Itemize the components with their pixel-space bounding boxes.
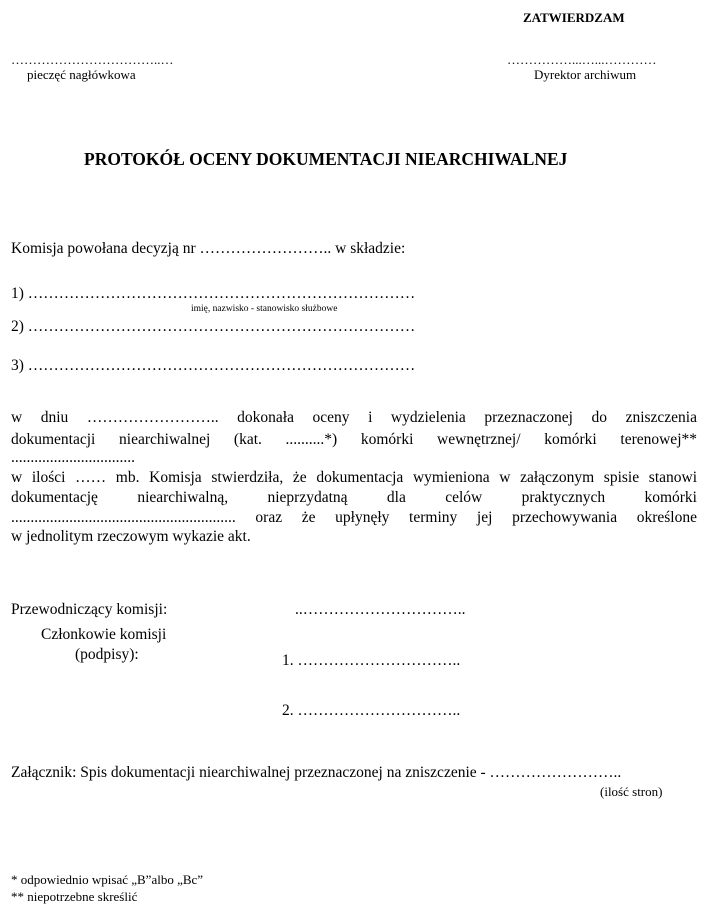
member-caption: imię, nazwisko - stanowisko służbowe [191, 304, 338, 314]
paragraph-line-7: w jednolitym rzeczowym wykazie akt. [11, 528, 251, 545]
paragraph-line-4: w ilości …… mb. Komisja stwierdziła, że dokumentacja wymieniona w załączonym spisie stanowi [11, 469, 697, 486]
member-line-1: 1) ………………………………………………………………… [11, 285, 416, 302]
commission-intro: Komisja powołana decyzją nr …………………….. w składzie: [11, 240, 406, 257]
paragraph-line-3: ................................ [11, 449, 135, 466]
members-signatures-label: (podpisy): [75, 646, 139, 663]
member-signature-1: 1. ………………………….. [282, 652, 461, 669]
members-label: Członkowie komisji [41, 626, 167, 643]
footnote-2: ** niepotrzebne skreślić [11, 889, 138, 904]
director-caption: Dyrektor archiwum [534, 67, 637, 82]
paragraph-line-2: dokumentacji niearchiwalnej (kat. ..........*) komórki wewnętrznej/ komórki terenowej** [11, 431, 697, 448]
footnote-1: * odpowiednio wpisać „B”albo „Bc” [11, 872, 204, 887]
chair-label: Przewodniczący komisji: [11, 601, 168, 618]
approval-heading: ZATWIERDZAM [523, 10, 625, 25]
stamp-caption: pieczęć nagłówkowa [27, 67, 136, 82]
paragraph-line-5: dokumentację niearchiwalną, nieprzydatną dla celów praktycznych komórki [11, 489, 697, 506]
member-signature-2: 2. ………………………….. [282, 702, 461, 719]
paragraph-line-1: w dniu …………………….. dokonała oceny i wydzielenia przeznaczonej do zniszczenia [11, 409, 697, 426]
stamp-signature-line: ……………………………..… [11, 52, 174, 67]
paragraph-line-6: .......................................................... oraz że upłynęły terminy jej przechowywania określone [11, 509, 697, 526]
member-line-2: 2) ………………………………………………………………… [11, 318, 416, 335]
director-signature-line: ……………...…...………… [507, 52, 657, 67]
chair-signature-line: ..………………………….. [295, 601, 466, 618]
attachment-line: Załącznik: Spis dokumentacji niearchiwalnej przeznaczonej na zniszczenie - …………………….. [11, 764, 622, 781]
document-title: PROTOKÓŁ OCENY DOKUMENTACJI NIEARCHIWALNEJ [84, 149, 568, 169]
member-line-3: 3) ………………………………………………………………… [11, 357, 416, 374]
attachment-caption: (ilość stron) [600, 784, 663, 799]
